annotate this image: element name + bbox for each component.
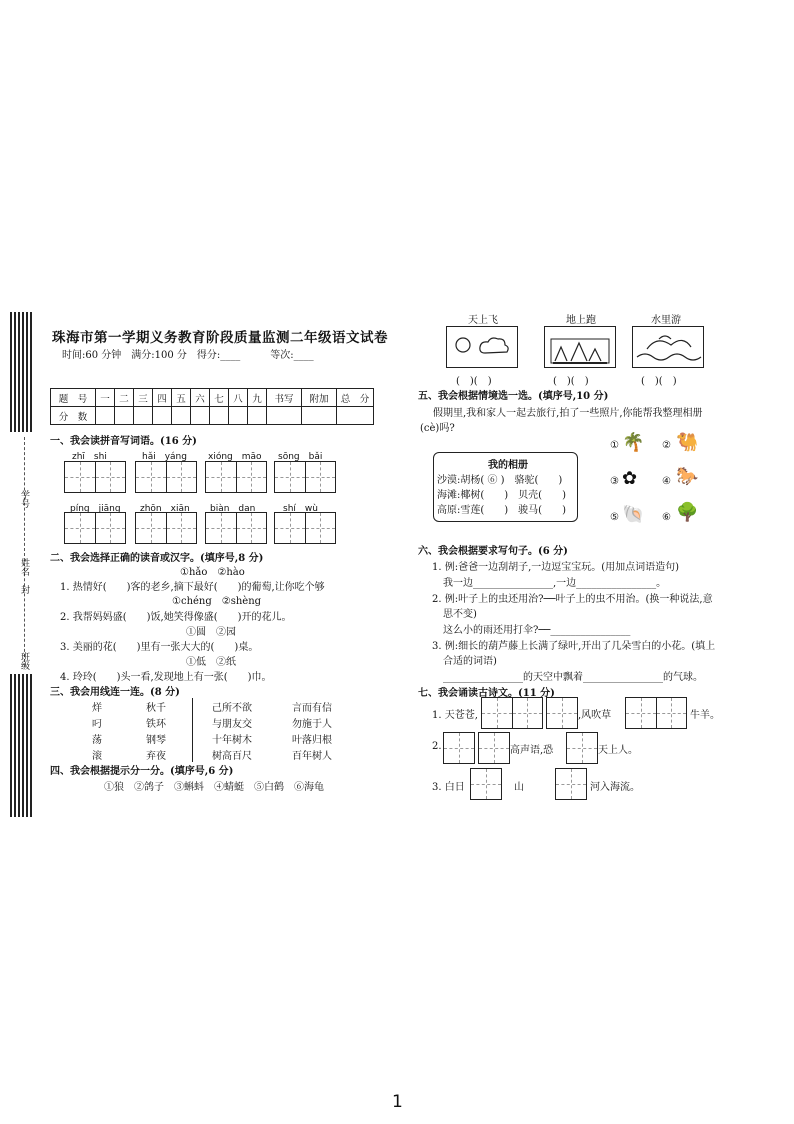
match-col2-item[interactable]: 弃夜 — [146, 751, 166, 762]
match-col4-item[interactable]: 百年树人 — [292, 751, 332, 762]
photo-num-3: ③ — [610, 476, 619, 487]
poem-2-middle: 高声语,恐 — [510, 745, 554, 756]
picture-answer-land[interactable]: ( )( ) — [553, 376, 589, 387]
s6-q3-example-cont: 合适的词语) — [443, 656, 497, 667]
lotus-flower-icon: ✿ — [622, 468, 638, 489]
binding-label-student-no: 学号 — [19, 490, 29, 508]
poem-3-box-a[interactable] — [470, 768, 502, 800]
picture-land — [544, 326, 616, 368]
picture-answer-water[interactable]: ( )( ) — [641, 376, 677, 387]
binding-barcode-top — [10, 312, 34, 432]
poem-2-box-a[interactable] — [443, 732, 475, 764]
s2-options-3: ①圆 ②园 — [186, 627, 236, 638]
poem-2-box-b[interactable] — [478, 732, 510, 764]
s2-options-2: ①chéng ②shèng — [172, 596, 262, 607]
palm-tree-icon: 🌴 — [622, 432, 645, 453]
match-col3-item[interactable]: 与朋友交 — [212, 719, 252, 730]
s4-options: ①狼 ②鸽子 ③蝌蚪 ④蜻蜓 ⑤白鹤 ⑥海龟 — [104, 782, 324, 793]
match-col4-item[interactable]: 勿施于人 — [292, 719, 332, 730]
photo-num-2: ② — [662, 440, 671, 451]
poem-3-box-b[interactable] — [555, 768, 587, 800]
page-number: 1 — [392, 1092, 403, 1112]
album-row-plateau[interactable]: 高原:雪莲( ) 骏马( ) — [437, 505, 566, 516]
score-header-cell: 总 分 — [337, 389, 374, 407]
score-header-cell: 九 — [248, 389, 267, 407]
s2-options-1: ①hǎo ②hào — [180, 567, 245, 578]
match-col3-item[interactable]: 树高百尺 — [212, 751, 252, 762]
match-col3-item[interactable]: 己所不欲 — [212, 703, 252, 714]
pinyin-1: zhī shi — [72, 452, 107, 462]
score-header-cell: 附加 — [302, 389, 337, 407]
picture-water — [632, 326, 704, 368]
score-table-header-row — [51, 389, 374, 407]
pinyin-6: zhōn xiān — [140, 504, 190, 514]
match-col3-item[interactable]: 十年树木 — [212, 735, 252, 746]
s5-intro-line1: 假期里,我和家人一起去旅行,拍了一些照片,你能帮我整理相册 — [433, 408, 703, 419]
score-header-cell: 五 — [172, 389, 191, 407]
score-cell[interactable] — [96, 407, 115, 425]
photo-num-5: ⑤ — [610, 512, 619, 523]
poem-1-start: 1. 天苍苍, — [432, 710, 478, 721]
score-header-cell: 七 — [210, 389, 229, 407]
poem-1-end: 牛羊。 — [690, 710, 720, 721]
photo-num-1: ① — [610, 440, 619, 451]
binding-dashed-line — [24, 437, 25, 667]
section-5-heading: 五、我会根据情境选一选。(填序号,10 分) — [418, 391, 609, 402]
sky-scene-icon — [447, 327, 517, 367]
score-header-cell: 书写 — [267, 389, 302, 407]
pinyin-3: xióng māo — [208, 452, 262, 462]
score-cell[interactable] — [134, 407, 153, 425]
poem-1-box-c[interactable] — [625, 697, 687, 729]
section-1-heading: 一、我会读拼音写词语。(16 分) — [50, 436, 197, 447]
s6-q3-answer[interactable]: ________________的天空中飘着________________的气球。 — [443, 672, 703, 683]
score-cell[interactable] — [267, 407, 302, 425]
score-table-value-row — [51, 407, 374, 425]
section-4-heading: 四、我会根据提示分一分。(填序号,6 分) — [50, 766, 234, 777]
writing-box-6[interactable] — [135, 512, 197, 544]
score-cell[interactable] — [172, 407, 191, 425]
score-cell[interactable] — [210, 407, 229, 425]
picture-answer-sky[interactable]: ( )( ) — [456, 376, 492, 387]
poem-2-start: 2. — [432, 741, 442, 752]
writing-box-1[interactable] — [64, 461, 126, 493]
s6-q2-example-cont: 思不变) — [443, 609, 477, 620]
section-3-heading: 三、我会用线连一连。(8 分) — [50, 687, 180, 698]
match-col1-item[interactable]: 滚 — [92, 751, 102, 762]
photo-num-6: ⑥ — [662, 512, 671, 523]
score-header-cell: 六 — [191, 389, 210, 407]
pinyin-7: biàn dan — [210, 504, 256, 514]
match-col4-item[interactable]: 叶落归根 — [292, 735, 332, 746]
match-col1-item[interactable]: 荡 — [92, 735, 102, 746]
poem-1-box-a[interactable] — [481, 697, 543, 729]
match-col4-item[interactable]: 言而有信 — [292, 703, 332, 714]
binding-barcode-bottom — [10, 674, 34, 817]
section-2-heading: 二、我会选择正确的读音或汉字。(填序号,8 分) — [50, 553, 264, 564]
score-cell[interactable] — [248, 407, 267, 425]
writing-box-8[interactable] — [274, 512, 336, 544]
horse-icon: 🐎 — [676, 466, 699, 487]
writing-box-4[interactable] — [274, 461, 336, 493]
score-header-cell: 三 — [134, 389, 153, 407]
picture-label-sky: 天上飞 — [468, 315, 498, 326]
score-cell[interactable] — [229, 407, 248, 425]
pinyin-5: píng jiāng — [70, 504, 121, 514]
poem-1-middle: ,风吹草 — [578, 710, 612, 721]
s2-question-2: 2. 我帮妈妈盛( )饭,她笑得像盛( )开的花儿。 — [60, 612, 292, 623]
picture-sky — [446, 326, 518, 368]
match-col2-item[interactable]: 铁环 — [146, 719, 166, 730]
poem-1-box-b[interactable] — [546, 697, 578, 729]
poem-2-end: 天上人。 — [598, 745, 638, 756]
writing-box-7[interactable] — [205, 512, 267, 544]
score-header-cell: 二 — [115, 389, 134, 407]
score-header-cell: 四 — [153, 389, 172, 407]
album-title: 我的相册 — [488, 460, 528, 471]
s2-question-4: 4. 玲玲( )头一看,发现地上有一张( )巾。 — [60, 672, 272, 683]
binding-label-name: 姓名 — [19, 558, 29, 576]
s2-options-4: ①低 ②纸 — [186, 657, 236, 668]
picture-label-water: 水里游 — [651, 315, 681, 326]
match-col2-item[interactable]: 秋千 — [146, 703, 166, 714]
s5-intro-line2: (cè)吗? — [420, 423, 455, 434]
s2-question-1: 1. 热情好( )客的老乡,摘下最好( )的葡萄,让你吃个够 — [60, 582, 325, 593]
score-cell[interactable] — [337, 407, 374, 425]
writing-box-2[interactable] — [135, 461, 197, 493]
poem-3-end: 河入海流。 — [590, 782, 640, 793]
poem-3-middle: 山 — [514, 782, 524, 793]
land-scene-icon — [545, 327, 615, 367]
score-header-cell: 题 号 — [51, 389, 96, 407]
album-row-desert[interactable]: 沙漠:胡杨( ⑥ ) 骆驼( ) — [437, 475, 563, 486]
score-row-label: 分 数 — [51, 407, 96, 425]
binding-label-class: 班级 — [19, 652, 29, 670]
pinyin-4: sōng bǎi — [278, 452, 323, 462]
score-header-cell: 一 — [96, 389, 115, 407]
section-6-heading: 六、我会根据要求写句子。(6 分) — [418, 546, 568, 557]
s6-q2-example: 2. 例:叶子上的虫还用治?──叶子上的虫不用治。(换一种说法,意 — [432, 594, 713, 605]
poem-2-box-c[interactable] — [566, 732, 598, 764]
shell-icon: 🐚 — [622, 504, 645, 525]
water-scene-icon — [633, 327, 703, 367]
poem-3-start: 3. 白日 — [432, 782, 465, 793]
album-row-beach[interactable]: 海滩:椰树( ) 贝壳( ) — [437, 490, 566, 501]
photo-num-4: ④ — [662, 476, 671, 487]
score-cell[interactable] — [153, 407, 172, 425]
match-col1-item[interactable]: 叼 — [92, 719, 102, 730]
match-col2-item[interactable]: 钢琴 — [146, 735, 166, 746]
score-header-cell: 八 — [229, 389, 248, 407]
exam-title: 珠海市第一学期义务教育阶段质量监测二年级语文试卷 — [52, 330, 388, 346]
writing-box-5[interactable] — [64, 512, 126, 544]
score-cell[interactable] — [302, 407, 337, 425]
picture-label-land: 地上跑 — [566, 315, 596, 326]
s2-question-3: 3. 美丽的花( )里有一张大大的( )桌。 — [60, 642, 259, 653]
exam-meta: 时间:60 分钟 满分:100 分 得分:____ 等次:____ — [62, 350, 314, 361]
pinyin-8: shí wù — [283, 504, 318, 514]
s6-q1-answer[interactable]: 我一边________________,一边________________。 — [443, 578, 667, 589]
match-divider — [192, 698, 193, 762]
s6-q2-answer[interactable]: 这么小的雨还用打伞?──________________ — [443, 625, 631, 636]
section-7-heading: 七、我会诵读古诗文。(11 分) — [418, 688, 555, 699]
writing-box-3[interactable] — [205, 461, 267, 493]
score-cell[interactable] — [115, 407, 134, 425]
s6-q3-example: 3. 例:细长的葫芦藤上长满了绿叶,开出了几朵雪白的小花。(填上 — [432, 641, 716, 652]
s6-q1-example: 1. 例:爸爸一边刮胡子,一边逗宝宝玩。(用加点词语造句) — [432, 562, 680, 573]
score-cell[interactable] — [191, 407, 210, 425]
match-col1-item[interactable]: 烊 — [92, 703, 102, 714]
binding-label-seal: 封 — [19, 585, 29, 594]
pinyin-2: hǎi yáng — [142, 452, 187, 462]
score-table — [50, 388, 374, 425]
camel-icon: 🐫 — [676, 432, 699, 453]
poplar-tree-icon: 🌳 — [676, 502, 699, 523]
